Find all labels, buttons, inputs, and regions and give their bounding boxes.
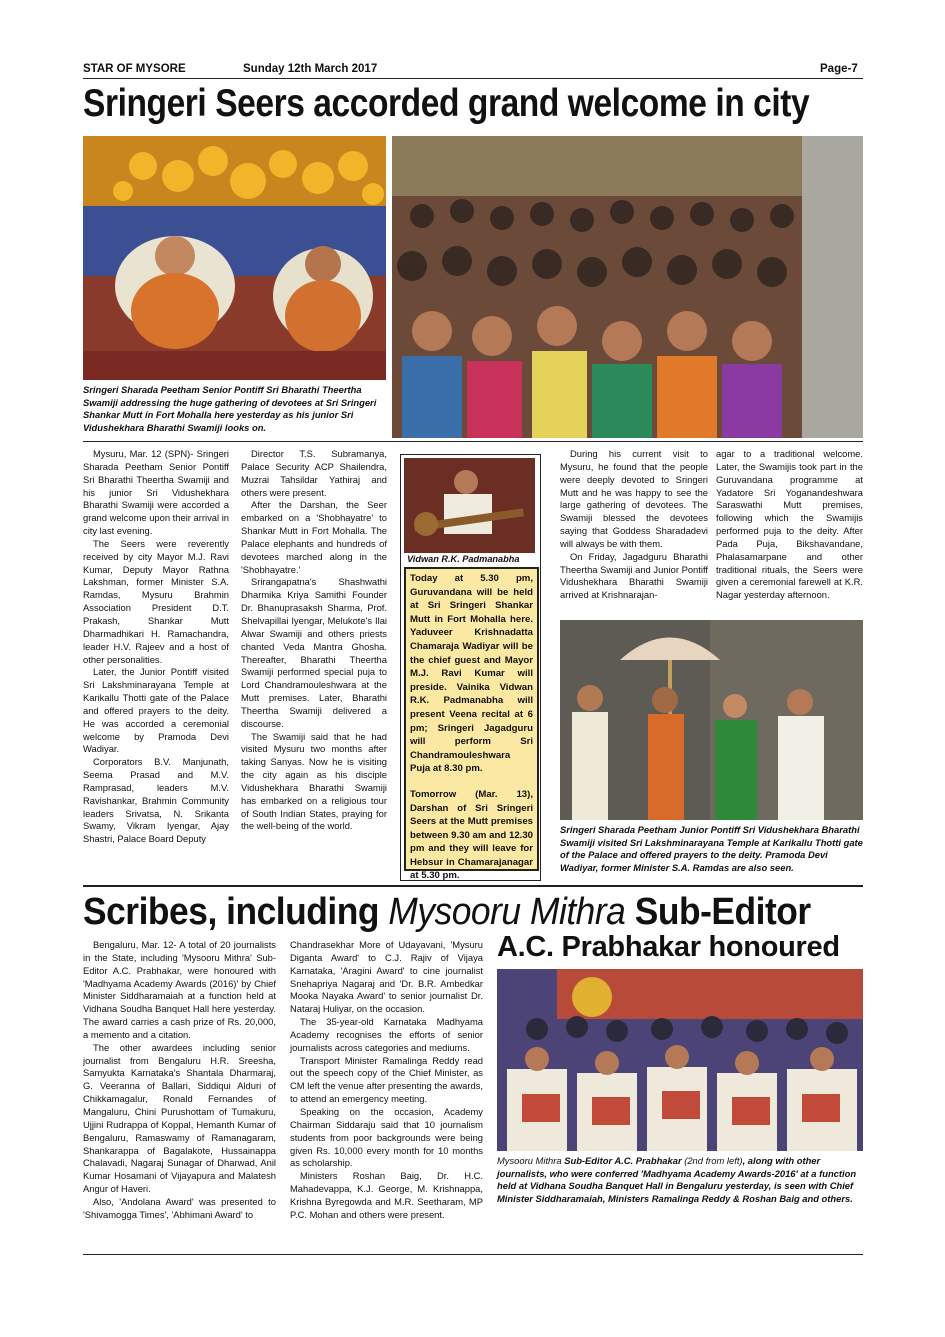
header-rule — [83, 78, 863, 79]
paragraph: agar to a traditional welcome. Later, the Swamijis took part in the Guruvandana programme at Yadatore Sri Yoganandeshwara Saraswathi Mutt premises, following which the Swamijis performed puja to the deity. After Pada Puja, Bikshavandane, Phalasamarpane and other traditional rituals, the Seers were given a ceremonial farewell at K.R. Nagar yesterday afternoon. — [716, 448, 863, 601]
seers-stage-photo — [83, 136, 386, 380]
page-number: Page-7 — [820, 63, 858, 75]
paragraph: After the Darshan, the Seer embarked on a 'Shobhayatre' to Shankar Mutt in Fort Mohalla. The Palace elephants and hundreds of devotees marched along in the 'Shobhayatre.' — [241, 499, 387, 575]
schedule-tomorrow: Tomorrow (Mar. 13), Darshan of Sri Sringeri Seers at the Mutt premises between 9.30 am and 12.30 pm and they will leave for Hebsur in Chamarajanagar at 5.30 pm. — [410, 788, 533, 882]
caption-publication: Mysooru Mithra — [497, 1155, 562, 1166]
paragraph: During his current visit to Mysuru, he found that the people were deeply devoted to Sringeri Mutt and he was happy to see the large gathering of devotees. The Swamiji blessed the devotees saying that Goddess Sharadadevi will always be with them. — [560, 448, 708, 549]
headline-part: Scribes, including — [83, 891, 389, 933]
issue-date: Sunday 12th March 2017 — [243, 63, 378, 75]
story1-headline: Sringeri Seers accorded grand welcome in city — [83, 82, 810, 125]
story2-headline-line2: A.C. Prabhakar honoured — [497, 931, 840, 963]
photo1-caption: Sringeri Sharada Peetham Senior Pontiff Sri Bharathi Theertha Swamiji addressing the huge gathering of devotees at Sri Sringeri Shankar Mutt in Fort Mohalla here yesterday as his junior Sri Vidushekhara Bharathi Swamiji looks on. — [83, 384, 377, 433]
caption-name: Sub-Editor A.C. Prabhakar — [561, 1155, 682, 1166]
paragraph: Chandrasekhar More of Udayavani, 'Mysuru Diganta Award' to C.J. Rajiv of Vijaya Karnataka, 'Aragini Award' to cine journalist Snehapriya Nagaraj and 'Dr. B.R. Ambedkar Mooka Nayaka Award' to senior journalist Dr. Nataraj Huliyar, on the occasion. — [290, 939, 483, 1015]
story1-column-5 — [716, 448, 863, 602]
temple-visit-photo — [560, 620, 863, 820]
story2-column-2 — [290, 939, 483, 1222]
footer-rule — [83, 1254, 863, 1255]
photo3-caption: Sringeri Sharada Peetham Junior Pontiff Sri Vidushekhara Bharathi Swamiji visited Sri Lakshminarayana Temple at Karikallu Thotti gate of the Palace and offered prayers to the deity. Pramoda Devi Wadiyar, former Minister S.A. Ramdas are also seen. — [560, 824, 863, 873]
headline-italic-part: Mysooru Mithra — [388, 891, 626, 933]
veena-inset — [400, 454, 541, 881]
awards-ceremony-photo — [497, 969, 863, 1151]
paragraph: The 35-year-old Karnataka Madhyama Academy recognises the efforts of senior journalists across categories and mediums. — [290, 1016, 483, 1053]
event-schedule-box — [404, 567, 539, 882]
headline-part: Sub-Editor — [625, 891, 811, 933]
paragraph: Mysuru, Mar. 12 (SPN)- Sringeri Sharada Peetham Senior Pontiff Sri Bharathi Theertha Swamiji and his junior Sri Vidushekhara Bharathi Swamiji were accorded a grand welcome upon their arrival in city last evening. — [83, 448, 229, 537]
photo4-caption — [497, 1155, 863, 1205]
paragraph: Later, the Junior Pontiff visited Sri Lakshminarayana Temple at Karikallu Thotti gate of the Palace and offered prayers to the deity. He was accorded a ceremonial welcome by Pramoda Devi Wadiyar. — [83, 666, 229, 755]
story2-column-1 — [83, 939, 276, 1222]
paragraph: Ministers Roshan Baig, Dr. H.C. Mahadevappa, K.J. George, M. Krishnappa, Krishna Byregowda and M.R. Seetharam, MP P.C. Mohan and others were present. — [290, 1170, 483, 1220]
paragraph: Corporators B.V. Manjunath, Seema Prasad and M.V. Ramprasad, leaders M.V. Ravishankar, Brahmin Community leaders Srivatsa, N. Srikanta Swamy, Vikram Iyengar, Ajay Shastri, Palace Board Deputy — [83, 756, 229, 845]
caption-position: (2nd from left) — [681, 1155, 743, 1166]
paragraph: Also, 'Andolana Award' was presented to 'Shivamogga Times', 'Abhimani Award' to — [83, 1195, 276, 1220]
paragraph: The Seers were reverently received by city Mayor M.J. Ravi Kumar, Deputy Mayor Rathna Lakshman, former Minister S.A. Ramdas, Mysuru Brahmin Association President D.T. Prakash, Shankar Mutt Dharmadhikari H. Ramachandra, leader H.V. Rajeev and a host of other personalities. — [83, 537, 229, 665]
paragraph: The other awardees including senior journalist from Bengaluru H.R. Sreesha, Samyukta Karnataka's Shantala Dharmaraj, G. Veeranna of Ballari, Siddiqui Alduri of Chikkamagalur, Ronald Fernandes of Mangaluru, Chini Purushottam of Tumakuru, Ujjini Rudrappa of Koppal, Hemanth Kumar of Bengaluru, Ramaswamy of Ramanagaram, Shankarappa of Bagalakote, Hussainappa Chalavadi, Nagaraj Sunagar of Dharwad, Anil Kumar Hosamani of Vijayapura and Malatesh Angur of Haveri. — [83, 1041, 276, 1195]
paragraph: Speaking on the occasion, Academy Chairman Siddaraju said that 10 journalism students from poor backgrounds were being given Rs. 10,000 every month for 10 months as scholarship. — [290, 1105, 483, 1169]
story1-column-1 — [83, 448, 229, 846]
story1-column-2 — [241, 448, 387, 833]
story1-rule — [83, 441, 863, 442]
paragraph: Bengaluru, Mar. 12- A total of 20 journalists in the State, including 'Mysooru Mithra' Sub-Editor A.C. Prabhakar, were honoured with 'Madhyama Academy Awards (2016)' by Chief Minister Siddharamaiah at a function held at Vidhana Soudha Banquet Hall here yesterday. The award carries a cash prize of Rs. 20,000, a memento and a citation. — [83, 939, 276, 1040]
caption-rest: , along with other journalists, who were conferred 'Madhyama Academy Awards-2016' at a function held at Vidhana Soudha Banquet Hall in Bengaluru yesterday, is seen with Chief Minister Siddharamaiah, Ministers Ramalinga Reddy & Roshan Baig and others. — [497, 1155, 857, 1204]
veena-artist-photo — [404, 458, 535, 553]
devotees-crowd-photo — [392, 136, 863, 438]
paragraph: Director T.S. Subramanya, Palace Security ACP Shailendra, Muzrai Tahsildar Yathiraj and others were present. — [241, 448, 387, 498]
story2-headline-line1 — [83, 891, 811, 934]
schedule-today: Today at 5.30 pm, Guruvandana will be held at Sri Sringeri Shankar Mutt in Fort Mohalla here. Yaduveer Krishnadatta Chamaraja Wadiyar will be the chief guest and Mayor M.J. Ravi Kumar will preside. Vainika Vidwan R.K. Padmanabha will present Veena recital at 6 pm; Sringeri Jagadguru will perform Sri Chandramouleshwara Puja at 8.30 pm. — [410, 573, 533, 775]
paragraph: The Swamiji said that he had visited Mysuru two months after taking Sanyas. Now he is visiting the city again as his disciple Vidushekhara Bharathi Swamiji has embarked on a religious tour of South Indian States, praying for the well-being of the world. — [241, 730, 387, 832]
story-divider — [83, 885, 863, 887]
paragraph: On Friday, Jagadguru Bharathi Theertha Swamiji and Junior Pontiff Vidushekhara Bharathi Swamiji arrived at Krishnarajan- — [560, 550, 708, 601]
paper-name: STAR OF MYSORE — [83, 63, 186, 75]
paragraph: Transport Minister Ramalinga Reddy read out the speech copy of the Chief Minister, as CM left the venue after presenting the awards, to attend an emergency meeting. — [290, 1054, 483, 1105]
story1-column-4 — [560, 448, 708, 602]
inset-caption: Vidwan R.K. Padmanabha — [407, 554, 520, 564]
paragraph: Srirangapatna's Shashwathi Dharmika Kriya Samithi Founder Dr. Bhanuprasaksh Sharma, Prof. Shelvapillai Iyengar, Melukote's Ilai Alwar Swamiji and others priests chanted Veda Mantra Ghosha. Thereafter, Bharathi Theertha Swamiji performed special puja to Lord Chandramouleshwara at the Mutt premises. Later, Bharathi Theertha Swamiji delivered a discourse. — [241, 576, 387, 729]
